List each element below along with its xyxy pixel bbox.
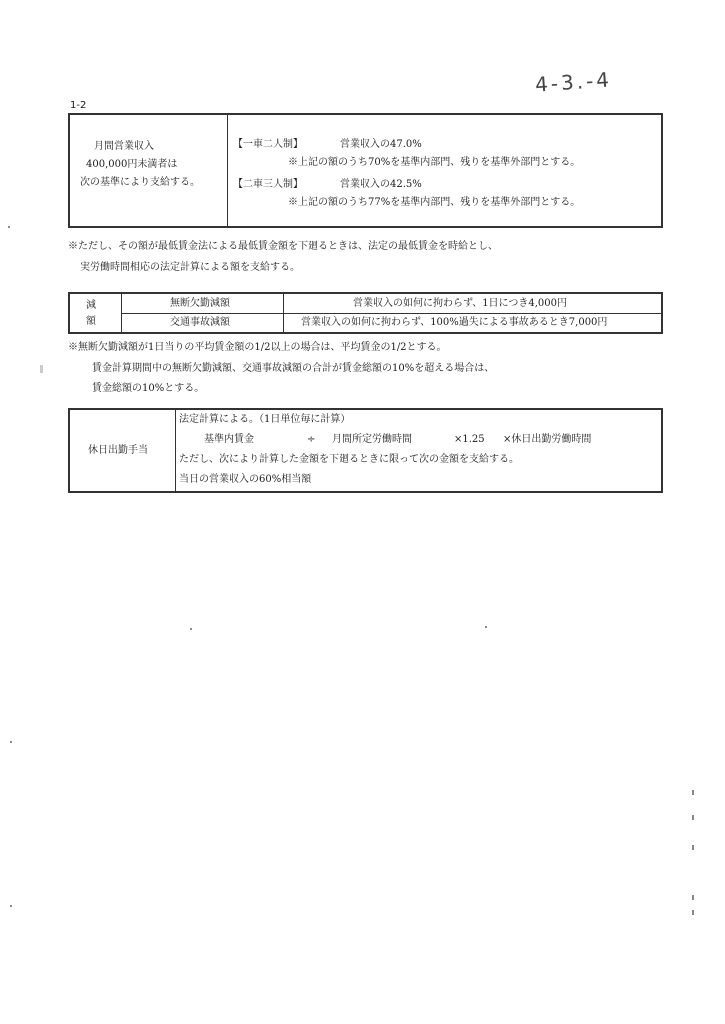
section-label: 1-2 [70, 100, 87, 111]
formula-multiplier: ×1.25 [454, 434, 485, 445]
formula-monthly-hours: 月間所定労働時間 [332, 434, 412, 445]
scan-speck [692, 790, 694, 795]
accident-deduction-rule: 営業収入の如何に拘わらず、100%過失による事故あるとき7,000円 [301, 317, 608, 328]
scan-speck [190, 628, 192, 630]
minimum-guarantee-line: ただし、次により計算した金額を下廻るときに限って次の金額を支給する。 [179, 454, 519, 465]
one-car-two-person-heading: 【一車二人制】 [233, 139, 303, 150]
one-car-two-person-rate: 営業収入の47.0% [340, 139, 422, 150]
one-car-two-person-note: ※上記の額のうち70%を基準内部門、残りを基準外部門とする。 [288, 157, 581, 168]
two-car-three-person-rate: 営業収入の42.5% [340, 179, 422, 190]
scan-speck [10, 741, 12, 743]
income-condition-line-2: 400,000円未満者は [86, 159, 178, 170]
commission-table [68, 113, 663, 228]
income-condition-line-1: 月間営業収入 [94, 141, 154, 152]
formula-holiday-hours: ×休日出勤労働時間 [503, 434, 592, 445]
two-car-three-person-heading: 【二車三人制】 [233, 179, 303, 190]
two-car-three-person-note: ※上記の額のうち77%を基準内部門、残りを基準外部門とする。 [288, 197, 581, 208]
handwritten-page-ref: 4-3.-4 [534, 67, 613, 97]
scan-speck [8, 226, 10, 228]
sixty-percent-line: 当日の営業収入の60%相当額 [179, 474, 312, 485]
scan-speck [485, 626, 487, 628]
minimum-wage-note-line-1: ※ただし、その額が最低賃金法による最低賃金額を下廻るときは、法定の最低賃金を時給とし、 [68, 241, 498, 252]
absence-deduction-label: 無断欠勤減額 [170, 298, 230, 309]
scan-speck [692, 895, 694, 900]
income-condition-line-3: 次の基準により支給する。 [80, 177, 200, 188]
deduction-note-line-3: 賃金総額の10%とする。 [92, 383, 205, 394]
deduction-note-line-2: 賃金計算期間中の無断欠勤減額、交通事故減額の合計が賃金総額の10%を超える場合は、 [92, 363, 495, 374]
minimum-wage-note-line-2: 実労働時間相応の法定計算による額を支給する。 [80, 262, 300, 273]
absence-deduction-rule: 営業収入の如何に拘わらず、1日につき4,000円 [353, 298, 567, 309]
scan-speck [692, 845, 694, 850]
statutory-calculation-line: 法定計算による。（1日単位毎に計算） [179, 414, 351, 425]
deduction-note-line-1: ※無断欠勤減額が1日当りの平均賃金額の1/2以上の場合は、平均賃金の1/2とする。 [68, 342, 447, 353]
scan-speck [692, 910, 694, 915]
holiday-allowance-label: 休日出勤手当 [88, 445, 148, 456]
holiday-allowance-table [68, 408, 663, 493]
formula-divide: ÷ [307, 434, 316, 445]
formula-base-wage: 基準内賃金 [204, 434, 254, 445]
deduction-table [68, 292, 663, 334]
scan-speck [10, 905, 12, 907]
accident-deduction-label: 交通事故減額 [170, 317, 230, 328]
deduction-header: 減額 [86, 300, 96, 327]
scan-speck [40, 365, 43, 373]
scan-speck [692, 815, 694, 820]
